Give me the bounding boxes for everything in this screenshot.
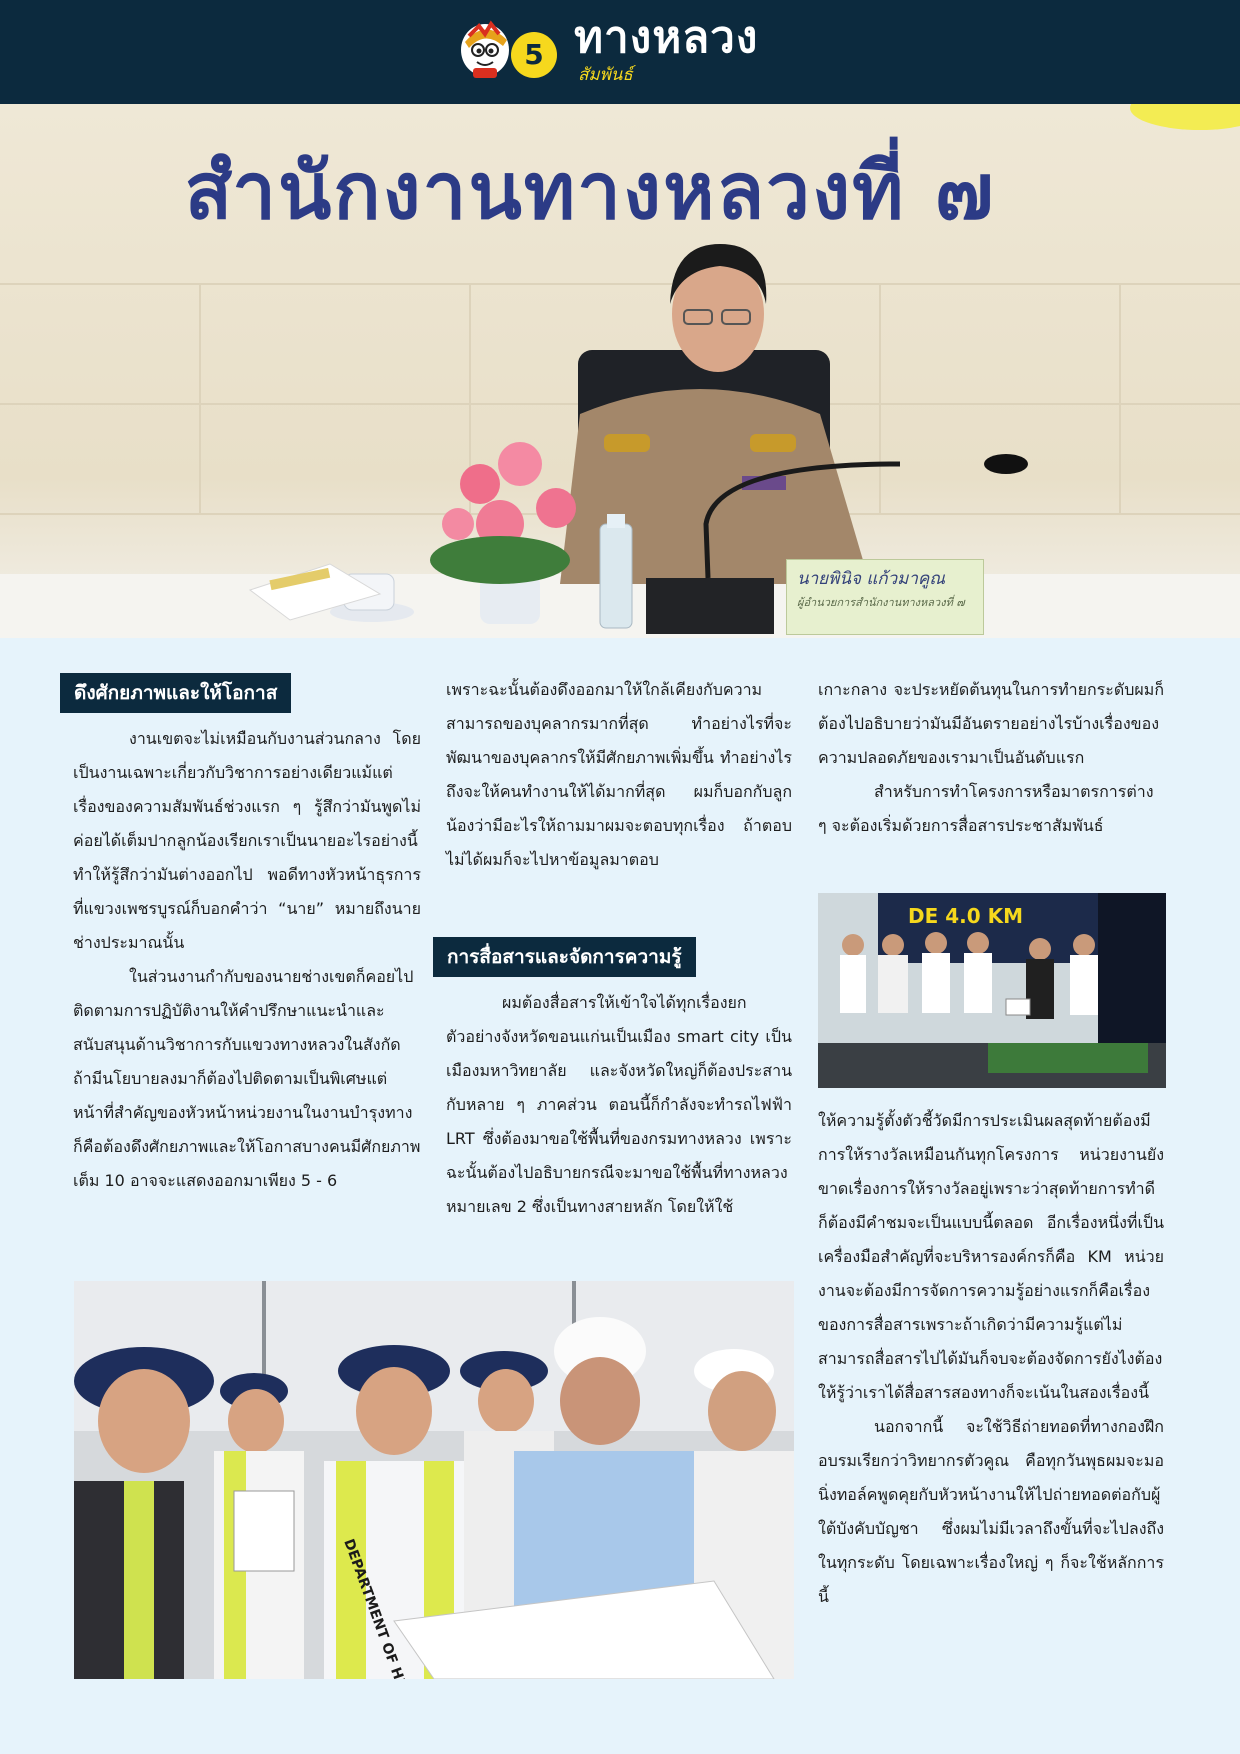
article-column-2-cont [446,986,792,1224]
article-column-1 [73,722,421,1198]
hero-photo [0,104,1240,638]
section-heading-communication: การสื่อสารและจัดการความรู้ [433,937,696,977]
col1-paragraph-1: งานเขตจะไม่เหมือนกับงานส่วนกลาง โดยเป็นงานเฉพาะเกี่ยวกับวิชาการอย่างเดียวแม้แต่เรื่องของความสัมพันธ์ช่วงแรก ๆ รู้สึกว่ามันพูดไม่ค่อยได้เต็มปากลูกน้องเรียกเราเป็นนายอะไรอย่างนี้ ทำให้รู้สึกว่ามันต่างออกไป พอดีทางหัวหน้าธุรการที่แขวงเพชรบูรณ์ก็บอกคำว่า “นาย” หมายถึงนายช่างประมาณนั้น [73,729,421,952]
article-column-2 [446,673,792,877]
highway-mascot-icon [455,16,519,82]
magazine-title: ทางหลวง [574,12,759,63]
col2-paragraph-2: ผมต้องสื่อสารให้เข้าใจได้ทุกเรื่องยกตัวอย่างจังหวัดขอนแก่นเป็นเมือง smart city เป็นเมืองมหาวิทยาลัย และจังหวัดใหญ่ก็ต้องประสานกับหลาย ๆ ภาคส่วน ตอนนี้ก็กำลังจะทำรถไฟฟ้า LRT ซึ่งต้องมาขอใช้พื้นที่ของกรมทางหลวง เพราะฉะนั้นต้องไปอธิบายกรณีจะมาขอใช้พื้นที่ทางหลวงหมายเลข 2 ซึ่งเป็นทางสายหลัก โดยให้ใช้ [446,993,792,1216]
col1-paragraph-2: ในส่วนงานกำกับของนายช่างเขตก็คอยไปติดตามการปฏิบัติงานให้คำปรึกษาแนะนำและสนับสนุนด้านวิชาการกับแขวงทางหลวงในสังกัด ถ้ามีนโยบายลงมาก็ต้องไปติดตามเป็นพิเศษแต่หน้าที่สำคัญของหัวหน้าหน่วยงานในงานบำรุงทางก็คือต้องดึงศักยภาพและให้โอกาสบางคนมีศักยภาพเต็ม 10 อาจจะแสดงออกมาเพียง 5 - 6 [73,967,421,1190]
section-heading-potential: ดึงศักยภาพและให้โอกาส [60,673,291,713]
nameplate-title: ผู้อำนวยการสำนักงานทางหลวงที่ ๗ [797,596,965,609]
magazine-subtitle: สัมพันธ์ [578,65,633,85]
inspection-scene [74,1281,794,1679]
booth-scene [818,893,1166,1088]
nameplate-name: นายพินิจ แก้วมาคูณ [797,569,946,589]
col3-paragraph-2: สำหรับการทำโครงการหรือมาตรการต่าง ๆ จะต้องเริ่มด้วยการสื่อสารประชาสัมพันธ์ [818,782,1154,835]
exhibition-booth-photo [818,893,1166,1088]
office-sign: สำนักงานทางหลวงที่ ๗ [184,147,996,237]
article-column-3 [818,673,1164,843]
magazine-header [0,0,1240,104]
nameplate [786,559,984,635]
issue-number-badge: 5 [511,32,557,78]
col2-paragraph-1: เพราะฉะนั้นต้องดึงออกมาให้ใกล้เคียงกับความสามารถของบุคลากรมากที่สุด ทำอย่างไรที่จะพัฒนาของบุคลากรให้มีศักยภาพเพิ่มขึ้น ทำอย่างไรถึงจะให้คนทำงานให้ได้มากที่สุด ผมก็บอกกับลูกน้องว่ามีอะไรให้ถามมาผมจะตอบทุกเรื่อง ถ้าตอบไม่ได้ผมก็จะไปหาข้อมูลมาตอบ [446,680,792,869]
booth-banner: DE 4.0 KM [908,904,1024,928]
site-inspection-photo [74,1281,794,1679]
col3-paragraph-1: เกาะกลาง จะประหยัดต้นทุนในการทำยกระดับผมก็ต้องไปอธิบายว่ามันมีอันตรายอย่างไรบ้างเรื่องของความปลอดภัยของเรามาเป็นอันดับแรก [818,680,1164,767]
article-column-3-cont [818,1104,1164,1614]
col3-paragraph-3: ให้ความรู้ตั้งตัวชี้วัดมีการประเมินผลสุดท้ายต้องมีการให้รางวัลเหมือนกันทุกโครงการ หน่วยงานยังขาดเรื่องการให้รางวัลอยู่เพราะว่าสุดท้ายการทำดีก็ต้องมีคำชมจะเป็นแบบนี้ตลอด อีกเรื่องหนึ่งที่เป็นเครื่องมือสำคัญที่จะบริหารองค์กรก็คือ KM หน่วยงานจะต้องมีการจัดการความรู้อย่างแรกก็คือเรื่องของการสื่อสารเพราะถ้าเกิดว่ามีความรู้แต่ไม่สามารถสื่อสารไปได้มันก็จบจะต้องจัดการยังไงต้องให้รู้ว่าเราได้สื่อสารสองทางก็จะเน้นในสองเรื่องนี้ [818,1111,1164,1402]
col3-paragraph-4: นอกจากนี้ จะใช้วิธีถ่ายทอดที่ทางกองฝึก อบรมเรียกว่าวิทยากรตัวคูณ คือทุกวันพุธผมจะมอนิ่งทอล์คพูดคุยกับหัวหน้างานให้ไปถ่ายทอดต่อกับผู้ใต้บังคับบัญชา ซึ่งผมไม่มีเวลาถึงขั้นที่จะไปลงถึงในทุกระดับ โดยเฉพาะเรื่องใหญ่ ๆ ก็จะใช้หลักการนี้ [818,1417,1164,1606]
